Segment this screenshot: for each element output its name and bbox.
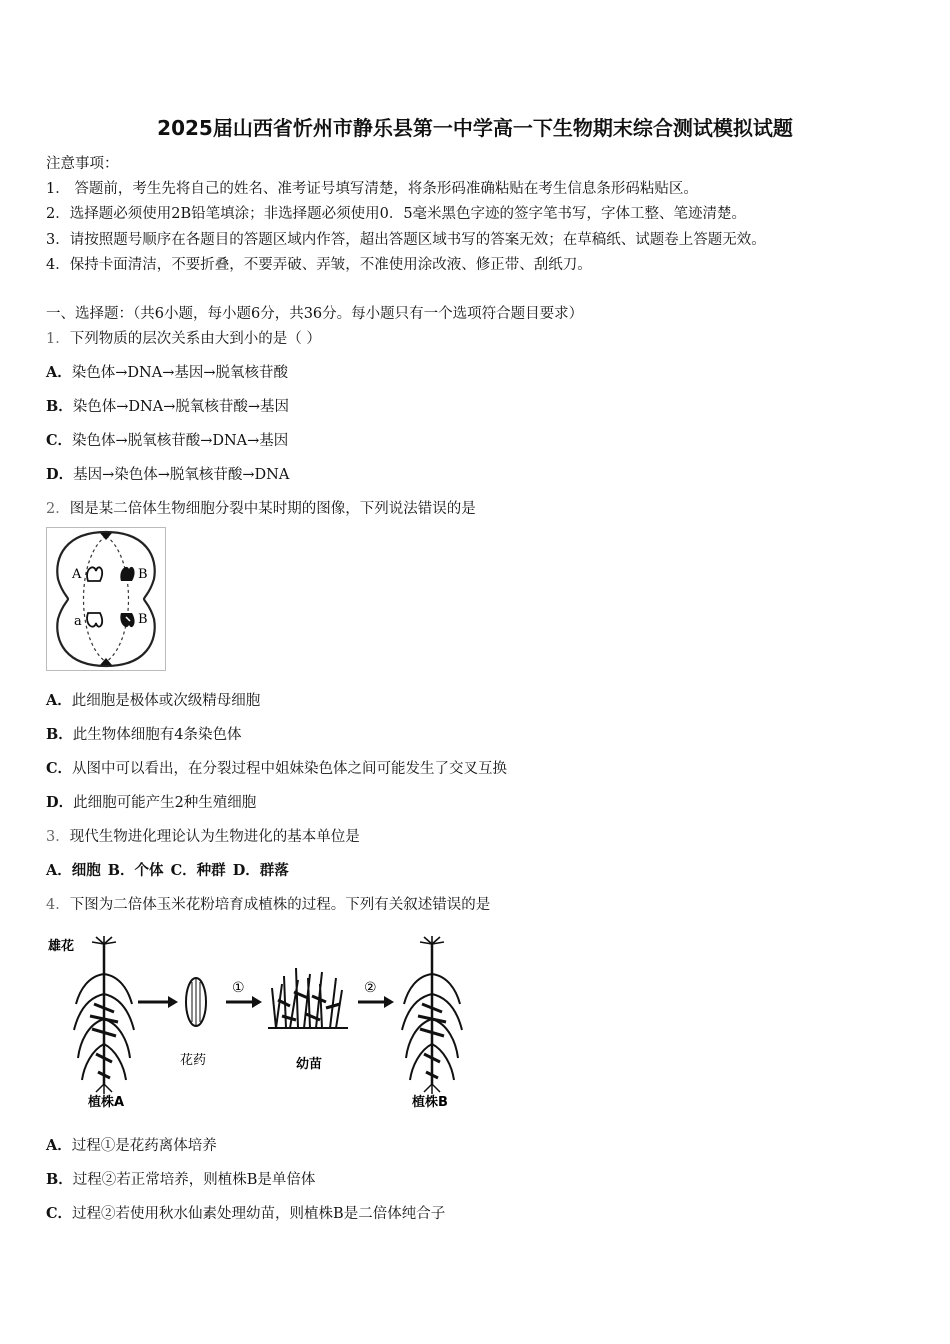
plant-b-label: 植株B — [412, 1095, 448, 1110]
option-letter: B． — [46, 726, 73, 743]
option-text: 染色体→DNA→基因→脱氧核苷酸 — [71, 365, 288, 381]
option-letter: B． — [46, 398, 73, 415]
question-2-stem — [46, 497, 476, 518]
notice-item-4: 4．保持卡面清洁，不要折叠，不要弄破、弄皱，不准使用涂改液、修正带、刮纸刀。 — [46, 257, 592, 273]
section-heading: 一、选择题：（共6小题，每小题6分，共36分。每小题只有一个选项符合题目要求） — [46, 306, 584, 322]
option-text: 此细胞可能产生2种生殖细胞 — [73, 795, 257, 811]
label-B-top: B — [138, 567, 148, 582]
option-letter: D． — [46, 466, 74, 483]
option-text: 过程②若正常培养，则植株B是单倍体 — [72, 1172, 316, 1188]
q1-option-a[interactable] — [46, 361, 288, 382]
question-text: 下图为二倍体玉米花粉培育成植株的过程。下列有关叙述错误的是 — [69, 897, 491, 913]
option-letter: A． — [46, 364, 72, 381]
question-number: 3． — [46, 829, 70, 845]
male-flower-label: 雄花 — [48, 939, 75, 954]
option-letter: A． — [46, 692, 72, 709]
seedlings-drawing — [268, 968, 348, 1028]
step-2-label: ② — [364, 980, 377, 996]
notice-item-1: 1． 答题前，考生先将自己的姓名、准考证号填写清楚，将条形码准确粘贴在考生信息条形码粘贴区。 — [46, 181, 698, 197]
option-letter: C． — [46, 1205, 73, 1222]
step-1-label: ① — [232, 980, 245, 996]
option-text: 染色体→DNA→脱氧核苷酸→基因 — [72, 399, 289, 415]
q1-option-c[interactable] — [46, 429, 288, 450]
anther-label: 花药 — [180, 1053, 207, 1068]
notice-item-2: 2．选择题必须使用2B铅笔填涂；非选择题必须使用0．5毫米黑色字迹的签字笔书写，字体工整、笔迹清楚。 — [46, 206, 747, 222]
q2-option-a[interactable] — [46, 689, 260, 710]
question-1-stem — [46, 327, 321, 348]
question-text: 图是某二倍体生物细胞分裂中某时期的图像，下列说法错误的是 — [69, 501, 476, 517]
q4-option-a[interactable] — [46, 1134, 217, 1155]
corn-culture-figure — [46, 928, 476, 1118]
option-letter: B． — [46, 1171, 73, 1188]
option-text: 过程②若使用秋水仙素处理幼苗，则植株B是二倍体纯合子 — [72, 1206, 446, 1222]
option-letter: C． — [46, 760, 73, 777]
q4-option-c[interactable] — [46, 1202, 445, 1223]
q1-option-d[interactable] — [46, 463, 289, 484]
q3-options[interactable]: A．细胞 B．个体 C．种群 D．群落 — [46, 862, 289, 879]
q1-option-b[interactable] — [46, 395, 289, 416]
plant-a-label: 植株A — [88, 1095, 125, 1110]
label-B-bottom: B — [138, 612, 148, 627]
q2-option-b[interactable] — [46, 723, 242, 744]
question-number: 2． — [46, 501, 70, 517]
plant-a-drawing — [74, 936, 134, 1094]
plant-b-drawing — [402, 936, 462, 1094]
question-text: 下列物质的层次关系由大到小的是（ ） — [69, 331, 321, 347]
question-4-stem — [46, 893, 490, 914]
option-letter: D． — [46, 794, 74, 811]
question-number: 1． — [46, 331, 70, 347]
question-3-stem — [46, 825, 360, 846]
question-number: 4． — [46, 897, 70, 913]
label-a: a — [74, 614, 82, 629]
page-title: 2025届山西省忻州市静乐县第一中学高一下生物期末综合测试模拟试题 — [157, 116, 793, 140]
option-letter: C． — [46, 432, 73, 449]
notice-heading: 注意事项： — [46, 156, 119, 172]
notice-item-3: 3．请按照题号顺序在各题目的答题区域内作答，超出答题区域书写的答案无效；在草稿纸、试题卷上答题无效。 — [46, 232, 766, 248]
seedling-label: 幼苗 — [296, 1057, 323, 1072]
option-letter: A． — [46, 1137, 72, 1154]
label-A: A — [72, 567, 82, 582]
q2-option-c[interactable] — [46, 757, 507, 778]
option-text: 此生物体细胞有4条染色体 — [72, 727, 242, 743]
cell-division-figure — [46, 527, 166, 671]
q4-option-b[interactable] — [46, 1168, 315, 1189]
option-text: 过程①是花药离体培养 — [71, 1138, 217, 1154]
option-text: 从图中可以看出，在分裂过程中姐妹染色体之间可能发生了交叉互换 — [72, 761, 508, 777]
option-text: 染色体→脱氧核苷酸→DNA→基因 — [72, 433, 289, 449]
question-text: 现代生物进化理论认为生物进化的基本单位是 — [69, 829, 360, 845]
option-text: 此细胞是极体或次级精母细胞 — [71, 693, 261, 709]
option-text: 基因→染色体→脱氧核苷酸→DNA — [73, 467, 290, 483]
q2-option-d[interactable] — [46, 791, 256, 812]
